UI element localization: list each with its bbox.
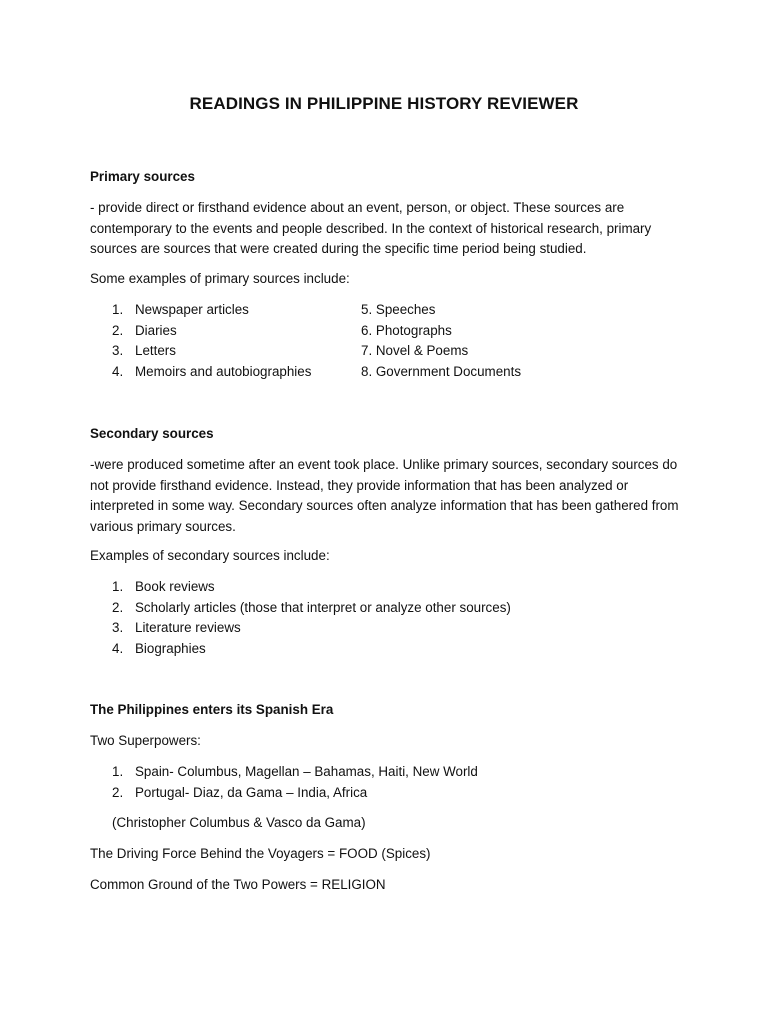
superpowers-list [90,762,478,803]
spanish-era-heading: The Philippines enters its Spanish Era [90,702,334,717]
list-text: Memoirs and autobiographies [135,363,312,379]
driving-force-line: The Driving Force Behind the Voyagers = FOOD (Spices) [90,846,431,861]
list-text: Book reviews [135,579,215,594]
list-text: Spain- Columbus, Magellan – Bahamas, Haiti, New World [135,764,478,779]
list-text: Newspaper articles [135,302,249,317]
primary-examples-list-left [90,300,311,382]
document-title: READINGS IN PHILIPPINE HISTORY REVIEWER [189,94,579,113]
list-number: 2. [112,322,124,338]
list-item [90,762,478,783]
list-number: 2. [112,599,124,615]
primary-sources-heading: Primary sources [90,169,195,184]
list-item [90,598,511,619]
list-item [90,321,311,342]
primary-sources-definition: - provide direct or firsthand evidence about an event, person, or object. These sources are contemporary to the events and people described. In the context of historical research, primary sources are sources that were created during the specific time period being studied. [90,200,652,256]
secondary-examples-list [90,577,511,659]
primary-examples-intro: Some examples of primary sources include: [90,271,350,286]
list-number: 4. [112,640,124,656]
list-number: 3. [112,620,124,635]
list-number: 3. [112,343,124,358]
list-text: Letters [135,343,176,358]
list-item: 6. Photographs [361,322,452,338]
list-item [90,783,478,804]
secondary-examples-intro: Examples of secondary sources include: [90,548,330,563]
list-number: 1. [112,302,124,317]
list-text: Scholarly articles (those that interpret or analyze other sources) [135,599,511,615]
list-number: 2. [112,784,124,800]
list-number: 1. [112,764,124,779]
list-item [90,639,511,660]
list-number: 1. [112,579,124,594]
common-ground-line: Common Ground of the Two Powers = RELIGION [90,877,386,892]
secondary-sources-definition: -were produced sometime after an event took place. Unlike primary sources, secondary sources do not provide firsthand evidence. Instead, they provide information that has been analyzed or interpreted in some way. Secondary sources often analyze information that has been gathered from various primary sources. [90,457,679,534]
list-item [90,362,311,383]
list-item [90,341,311,362]
list-item: 7. Novel & Poems [361,343,469,358]
list-text: Literature reviews [135,620,241,635]
list-item [90,300,311,321]
list-item: 8. Government Documents [361,363,522,379]
two-superpowers-label: Two Superpowers: [90,733,201,748]
list-text: Biographies [135,640,206,656]
list-item: 5. Speeches [361,302,436,317]
secondary-sources-heading: Secondary sources [90,426,214,441]
list-item [90,618,511,639]
explorers-note: (Christopher Columbus & Vasco da Gama) [112,815,366,830]
list-item [90,577,511,598]
list-text: Diaries [135,322,177,338]
list-number: 4. [112,363,124,379]
primary-examples-list-right [361,300,521,382]
list-text: Portugal- Diaz, da Gama – India, Africa [135,784,368,800]
